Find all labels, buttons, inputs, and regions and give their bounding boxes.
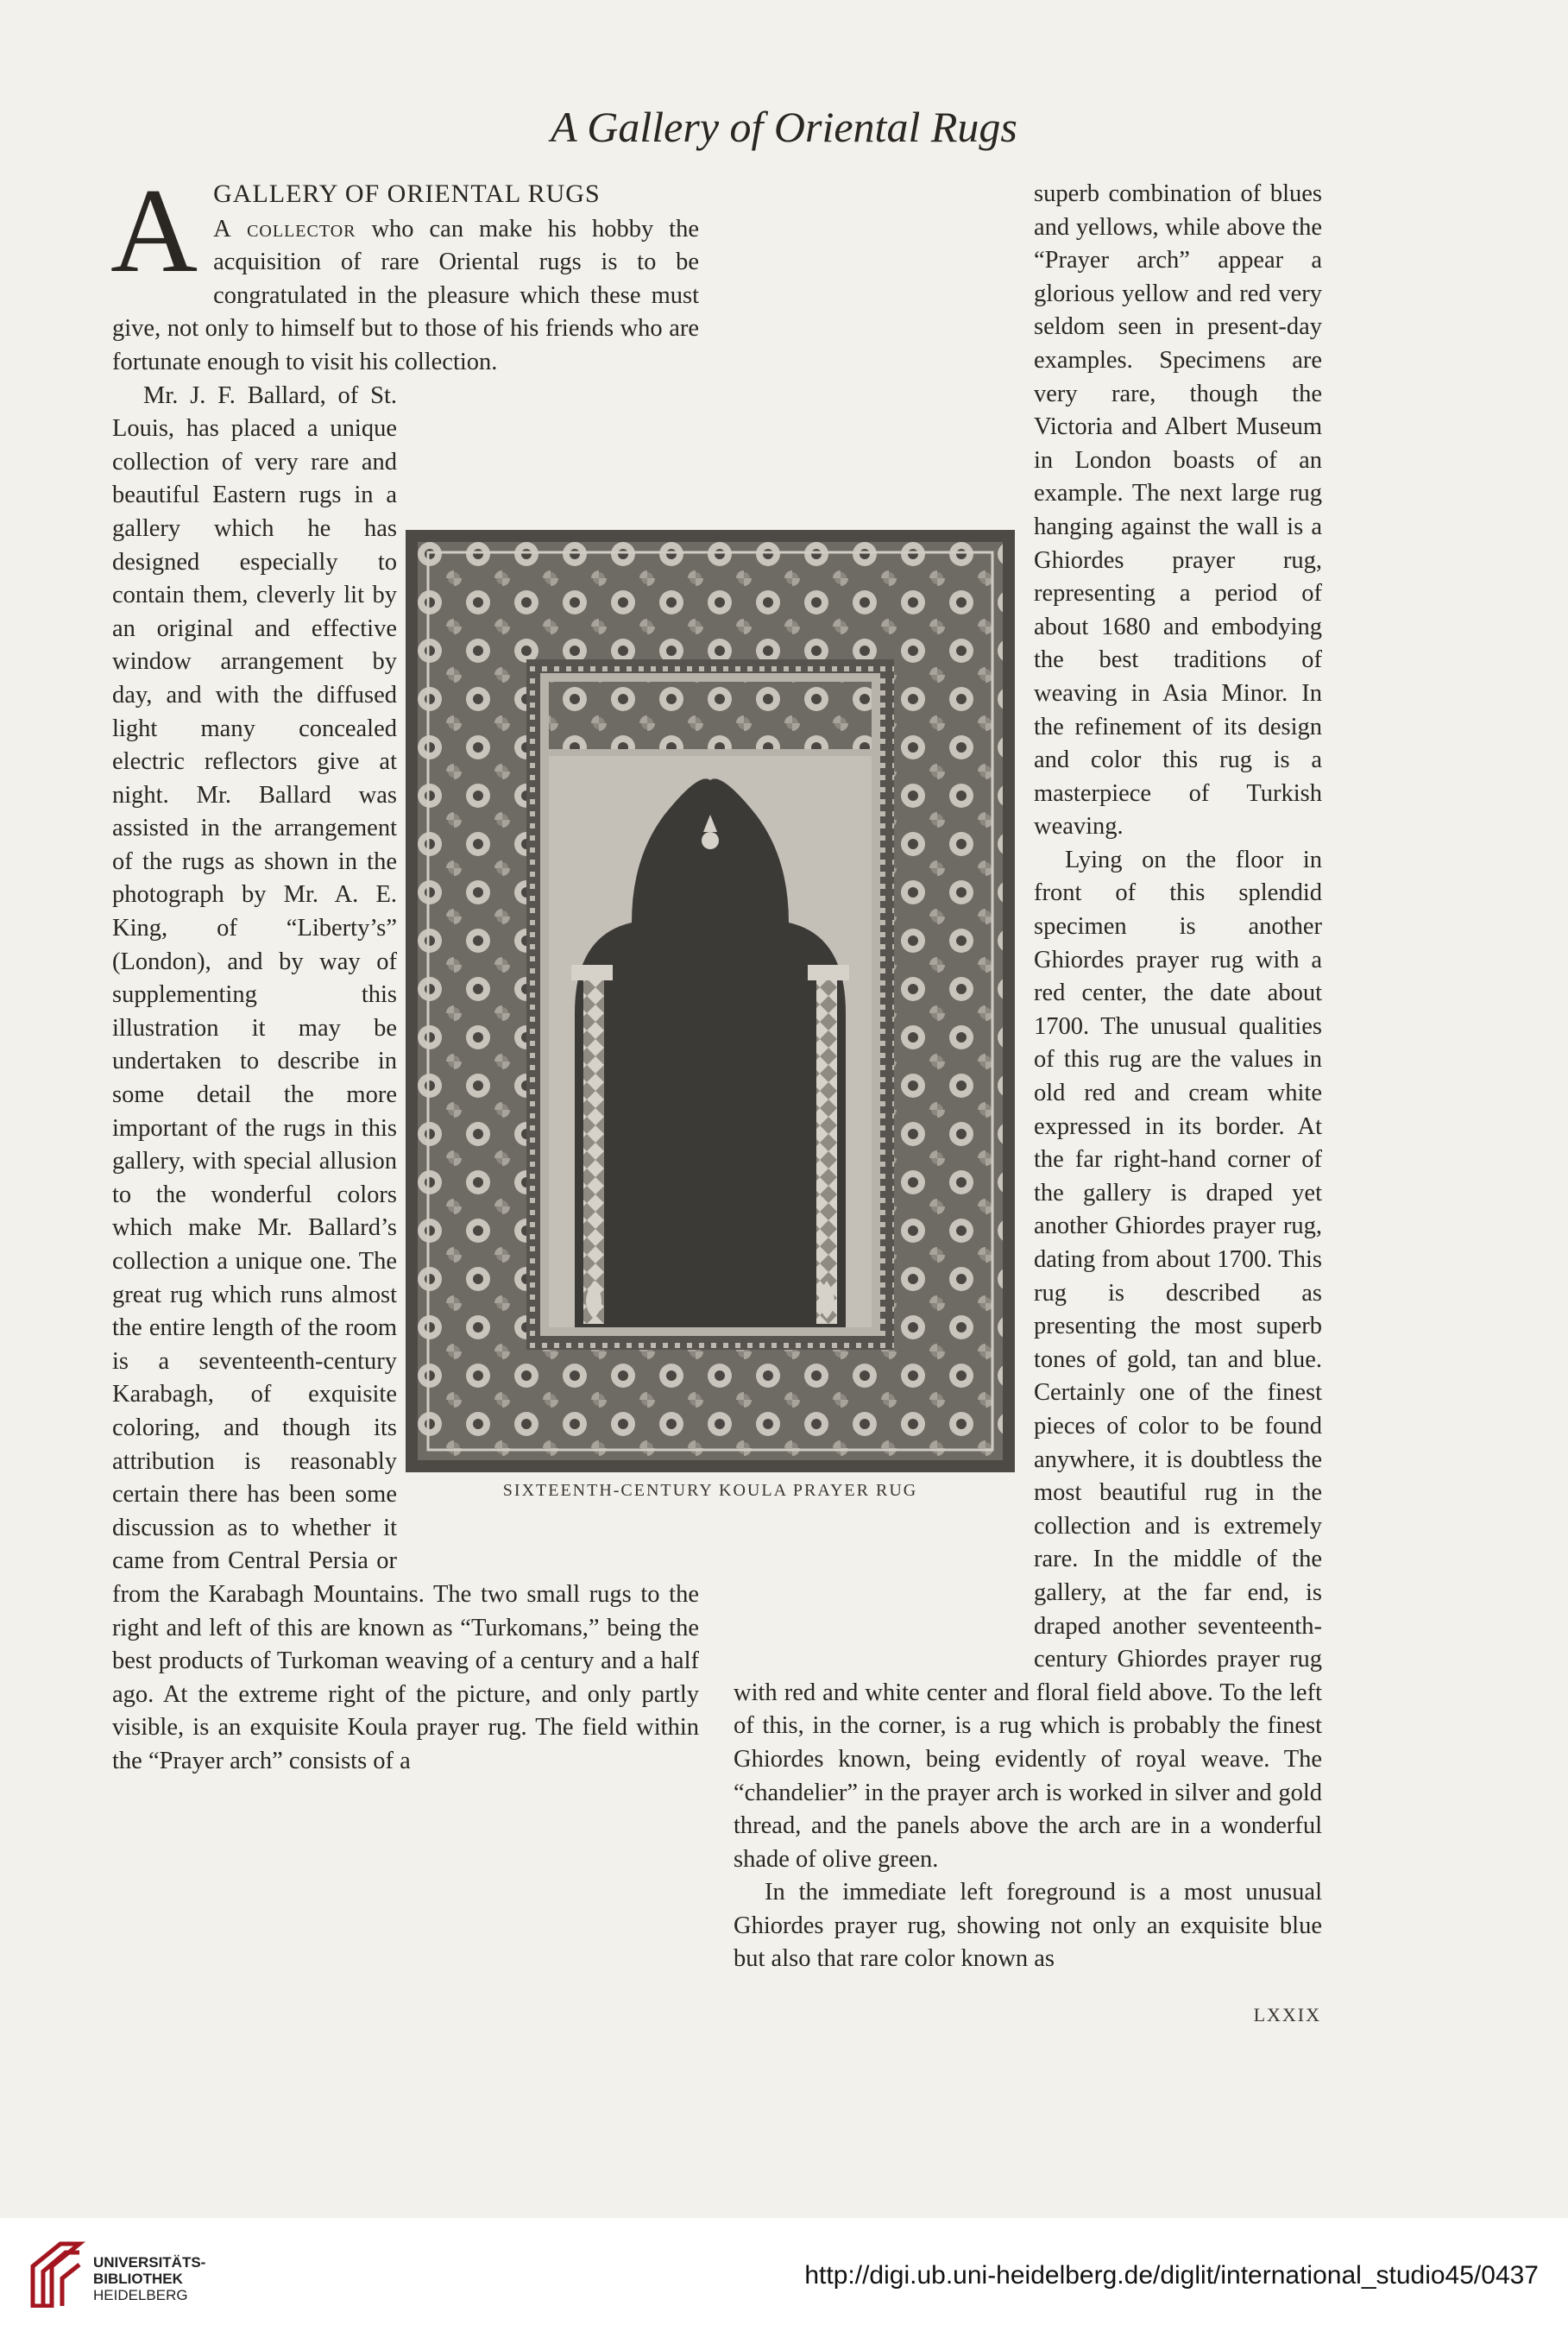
university-library-logo-icon: [26, 2240, 86, 2308]
paragraph-2: Mr. J. F. Ballard, of St. Louis, has placed a unique collection of very rare and beautiful Eastern rugs in a gallery which he has designed especially to contain them, cleverly lit by an original and effective window arrangement by day, and with the diffused light many concealed electric reflectors give at night. Mr. Ballard was assisted in the arrangement of the rugs as shown in the photograph by Mr. A. E. King, of “Liberty’s” (London), and by way of supplementing this illustration it may be undertaken to describe in some detail the more important of the rugs in this gallery, with special allusion to the wonderful colors which make Mr. Ballard’s collection a unique one. The great rug which runs almost the entire length of the room is a seventeenth-century Karabagh, of exquisite coloring, and though its attribution is reasonably certain there has been some discussion as to whether it came from Central Persia or from the Karabagh Mountains. The two small rugs to the right and left of this are known as “Turkomans,” being the best products of Turkoman weaving of a century and a half ago. At the extreme right of the picture, and only partly visible, is an exquisite Koula prayer rug. The field within the “Prayer arch” consists of a: [112, 381, 699, 1774]
page-number: LXXIX: [1253, 2004, 1321, 2025]
rug-illustration: [406, 530, 1015, 1472]
paragraph-5: In the immediate left foreground is a most unusual Ghiordes prayer rug, showing not only an exquisite blue but also that rare color known as: [734, 1879, 1322, 1973]
koula-prayer-rug-image: [406, 530, 1015, 1472]
opening-words: A collector: [213, 215, 356, 243]
paragraph-1: A collector who can make his hobby the acquisition of rare Oriental rugs is to be congratulated in the pleasure which these must give, not only to himself but to those of his friends who are fortunate enough to visit his collection.: [112, 215, 699, 375]
running-header: A Gallery of Oriental Rugs: [551, 103, 1017, 151]
paragraph-4: Lying on the floor in front of this splendid specimen is another Ghiordes prayer rug with a red center, the date about 1700. The unusual qualities of this rug are the values in old red and cream white expressed in its border. At the far right-hand corner of the gallery is draped yet another Ghiordes prayer rug, dating from about 1700. This rug is described as presenting the most superb tones of gold, tan and blue. Certainly one of the finest pieces of color to be found anywhere, it is doubtless the most beautiful rug in the collection and is extremely rare. In the middle of the gallery, at the far end, is draped another seventeenth-century Ghiordes prayer rug with red and white center and floral field above. To the left of this, in the corner, is a rug which is probably the finest Ghiordes known, being evidently of royal weave. The “chandelier” in the prayer arch is worked in silver and gold thread, and the panels above the arch are in a wonderful shade of olive green.: [734, 846, 1322, 1873]
paragraph-3: superb combination of blues and yellows, while above the “Prayer arch” appear a glorious yellow and red very seldom seen in present-day examples. Specimens are very rare, though the Victoria and Albert Museum in London boasts of an example. The next large rug hanging against the wall is a Ghiordes prayer rug, representing a period of about 1680 and embodying the best traditions of weaving in Asia Minor. In the refinement of its design and color this rug is a masterpiece of Turkish weaving.: [1034, 180, 1322, 841]
drop-cap: A: [110, 164, 198, 298]
library-name: UNIVERSITÄTS- BIBLIOTHEK HEIDELBERG: [93, 2254, 206, 2303]
article-title: GALLERY OF ORIENTAL RUGS: [213, 180, 601, 208]
figure-caption: SIXTEENTH-CENTURY KOULA PRAYER RUG: [502, 1481, 918, 1500]
source-url-link[interactable]: http://digi.ub.uni-heidelberg.de/diglit/international_studio45/0437: [804, 2261, 1539, 2290]
digitization-footer: [0, 2218, 1568, 2331]
